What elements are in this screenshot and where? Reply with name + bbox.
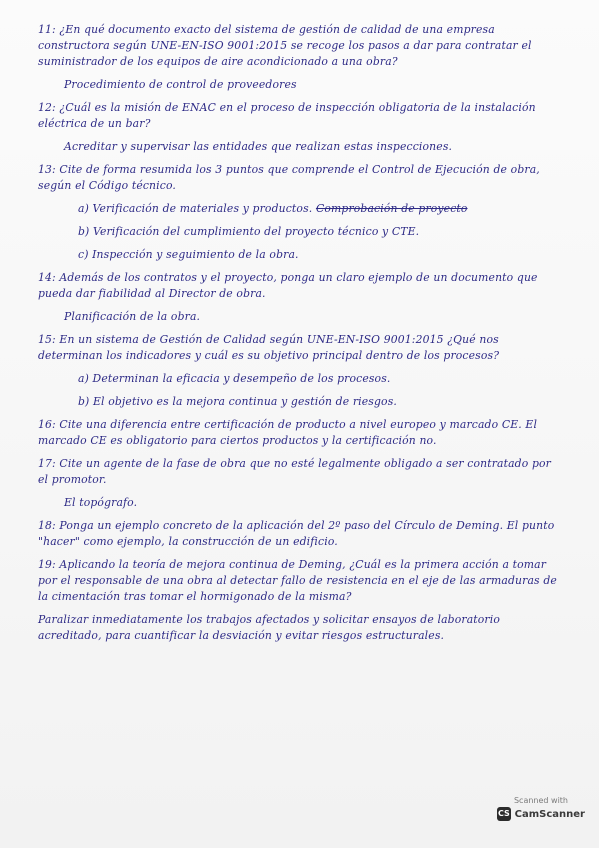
question-14: 14: Además de los contratos y el proyecto, ponga un claro ejemplo de un documento que pueda dar fiabilidad al Director de obra. <box>38 271 542 300</box>
question-19: 19: Aplicando la teoría de mejora continua de Deming, ¿Cuál es la primera acción a tomar por el responsable de una obra al detectar fallo de resistencia en el eje de las armaduras de la cimentación tras tomar el hormigonado de la misma? <box>38 558 561 603</box>
question-18: 18: Ponga un ejemplo concreto de la aplicación del 2º paso del Círculo de Deming. El punto "hacer" como ejemplo, la construcción de un edificio. <box>38 519 558 548</box>
scanner-brand <box>497 807 585 821</box>
answer-17: El topógrafo. <box>64 496 138 509</box>
camscanner-badge <box>497 796 585 836</box>
struck-text: Comprobación de proyecto <box>315 202 468 215</box>
answer-12: Acreditar y supervisar las entidades que realizan estas inspecciones. <box>64 140 453 153</box>
handwritten-content <box>38 22 563 651</box>
answer-13-option-a <box>38 201 563 217</box>
question-12: 12: ¿Cuál es la misión de ENAC en el proceso de inspección obligatoria de la instalación eléctrica de un bar? <box>38 101 540 130</box>
question-13: 13: Cite de forma resumida los 3 puntos que comprende el Control de Ejecución de obra, según el Código técnico. <box>38 163 544 192</box>
answer-15-option-b: b) El objetivo es la mejora continua y gestión de riesgos. <box>78 395 397 408</box>
question-17: 17: Cite un agente de la fase de obra que no esté legalmente obligado a ser contratado por el promotor. <box>38 457 555 486</box>
answer-14: Planificación de la obra. <box>64 310 201 323</box>
scanner-top-text: Scanned with <box>513 796 569 805</box>
option-a-text: a) Verificación de materiales y productos. <box>78 202 316 215</box>
answer-13-option-c: c) Inspección y seguimiento de la obra. <box>78 248 299 261</box>
question-15: 15: En un sistema de Gestión de Calidad según UNE-EN-ISO 9001:2015 ¿Qué nos determinan los indicadores y cuál es su objetivo principal dentro de los procesos? <box>38 333 503 362</box>
question-11: 11: ¿En qué documento exacto del sistema de gestión de calidad de una empresa constructora según UNE-EN-ISO 9001:2015 se recoge los pasos a dar para contratar el suministrador de los equipos de aire acondicionado a una obra? <box>38 23 536 68</box>
answer-15-option-a: a) Determinan la eficacia y desempeño de los procesos. <box>78 372 391 385</box>
camscanner-icon: CS <box>497 807 511 821</box>
question-16: 16: Cite una diferencia entre certificación de producto a nivel europeo y marcado CE. El marcado CE es obligatorio para ciertos productos y la certificación no. <box>38 418 541 447</box>
answer-19: Paralizar inmediatamente los trabajos afectados y solicitar ensayos de laboratorio acreditado, para cuantificar la desviación y evitar riesgos estructurales. <box>38 613 504 642</box>
answer-13-option-b: b) Verificación del cumplimiento del proyecto técnico y CTE. <box>78 225 420 238</box>
answer-11: Procedimiento de control de proveedores <box>64 78 297 91</box>
camscanner-brand-text: CamScanner <box>514 808 585 820</box>
